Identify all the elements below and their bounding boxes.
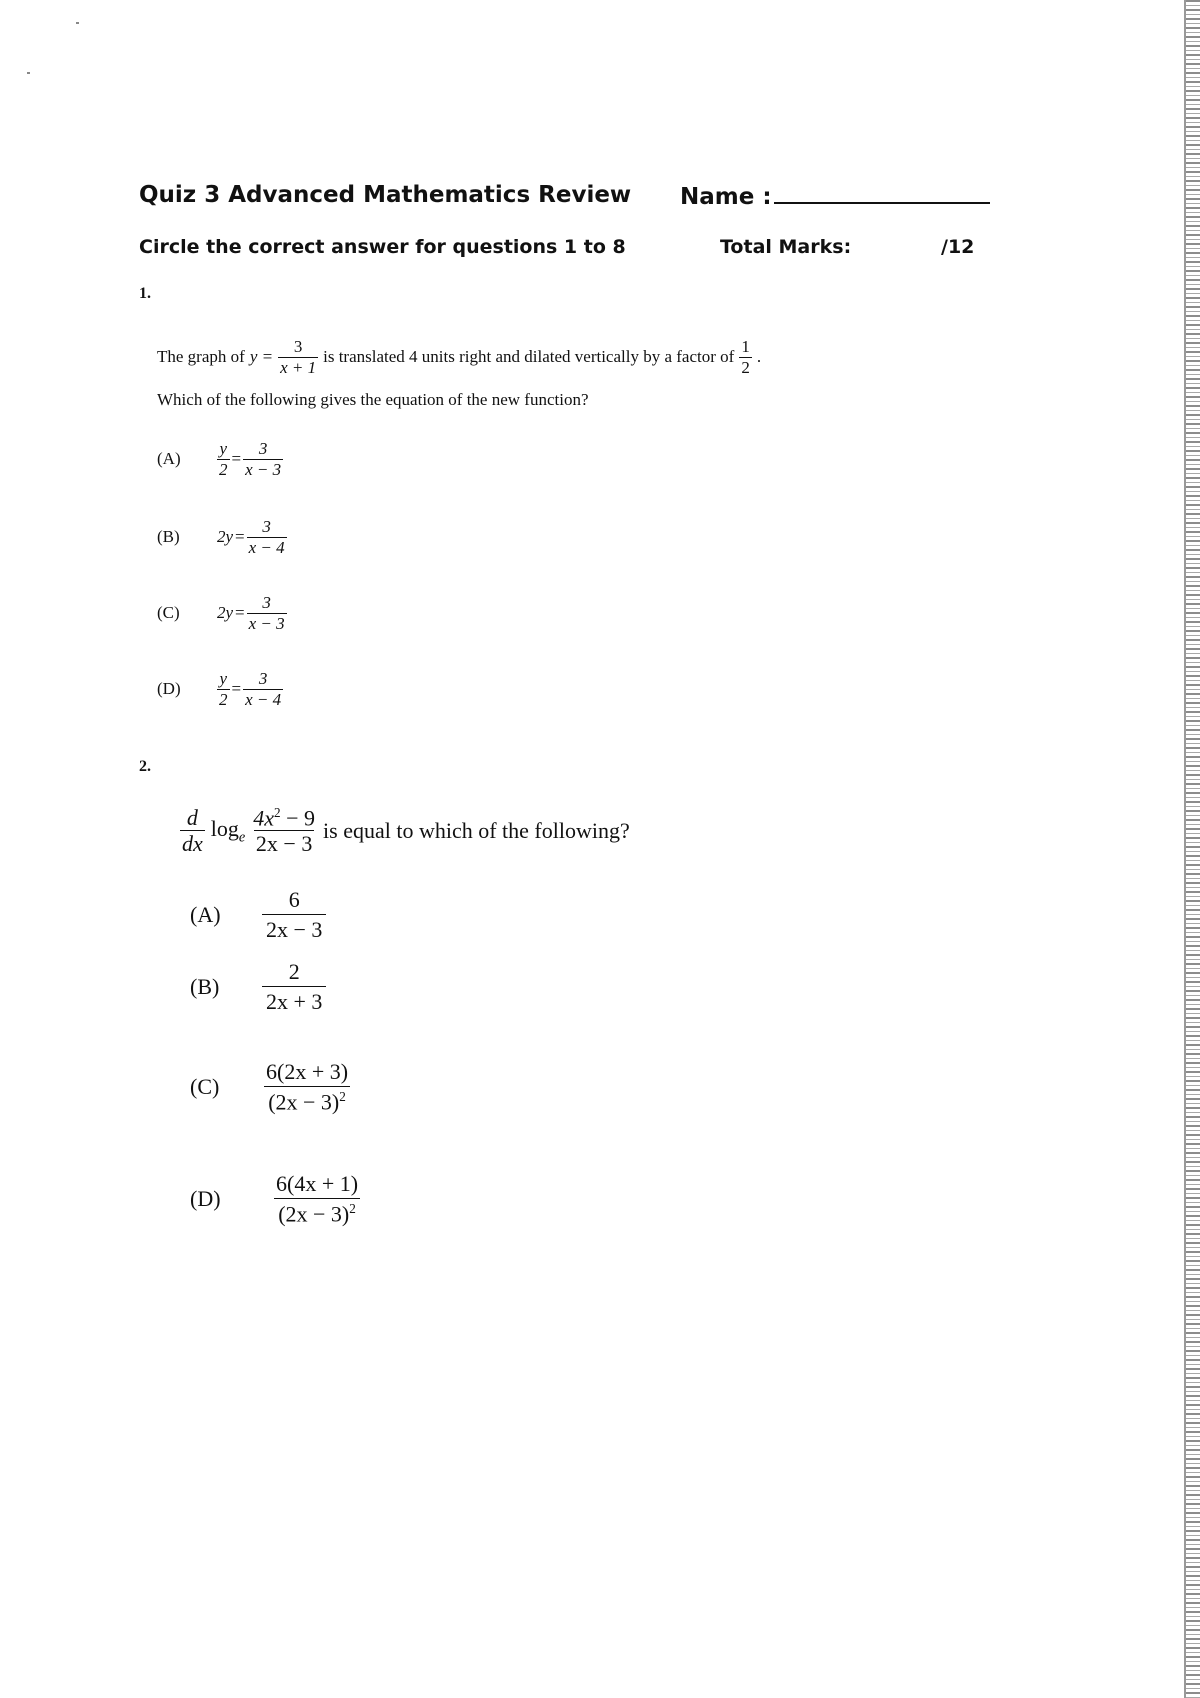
option-lhs: 2y xyxy=(217,527,234,547)
instruction-text: Circle the correct answer for questions 1 to 8 xyxy=(139,236,626,258)
fraction-numerator xyxy=(251,806,317,830)
scan-speck xyxy=(76,22,79,24)
log-base: e xyxy=(238,828,246,845)
option-fraction xyxy=(262,888,326,941)
log-function xyxy=(211,816,245,846)
q1-option-b[interactable] xyxy=(157,518,287,557)
q1-function-fraction xyxy=(278,338,318,377)
q2-option-a[interactable] xyxy=(190,888,326,941)
fraction-denominator: x − 4 xyxy=(245,689,282,709)
option-lhs-fraction xyxy=(217,440,230,479)
fraction-numerator: 3 xyxy=(258,669,268,688)
name-field[interactable] xyxy=(680,182,990,210)
option-fraction xyxy=(262,960,326,1013)
fraction-numerator: 3 xyxy=(262,593,271,612)
fraction-numerator: 1 xyxy=(741,337,750,356)
option-fraction xyxy=(262,1060,352,1114)
option-label: (D) xyxy=(157,679,181,699)
equals-sign: = xyxy=(235,603,245,623)
option-fraction xyxy=(272,1172,362,1226)
q2-option-d[interactable] xyxy=(190,1172,362,1226)
fraction-denominator: x − 4 xyxy=(248,537,285,557)
option-label: (D) xyxy=(190,1185,221,1211)
fraction-denominator: 2 xyxy=(219,459,228,479)
fraction-denominator: 2x + 3 xyxy=(262,986,326,1013)
fraction-numerator: 6(2x + 3) xyxy=(266,1059,349,1084)
numerator-term: 4x xyxy=(253,805,275,831)
exponent: 2 xyxy=(339,1089,346,1105)
question-1-stem: The graph of y = $\frac{3}{x + 1}$ is translated 4 units right and dilated vertically by a factor of $\frac{1}{2}$ . xyxy=(157,337,762,377)
total-marks-label: Total Marks: xyxy=(720,236,852,258)
fraction-denominator: x + 1 xyxy=(280,357,317,377)
fraction-numerator: y xyxy=(219,669,228,688)
fraction-denominator: 2x − 3 xyxy=(262,914,326,941)
fraction-numerator: 3 xyxy=(258,439,268,458)
question-2-stem xyxy=(180,806,630,856)
denominator-base: (2x − 3) xyxy=(278,1201,350,1227)
equals-sign: = xyxy=(231,449,242,469)
option-rhs-fraction xyxy=(247,594,287,633)
fraction-numerator: 6(4x + 1) xyxy=(276,1171,359,1196)
scan-edge-strip xyxy=(1186,0,1200,1698)
derivative-operator xyxy=(180,806,205,855)
fraction-denominator: dx xyxy=(182,831,203,857)
question-2-number: 2. xyxy=(139,758,151,775)
fraction-numerator: 3 xyxy=(293,337,303,356)
q2-option-c[interactable] xyxy=(190,1060,352,1114)
option-lhs-fraction xyxy=(217,670,230,709)
scan-speck xyxy=(27,72,30,74)
exponent: 2 xyxy=(349,1201,356,1217)
option-rhs-fraction xyxy=(243,670,283,709)
fraction-denominator xyxy=(274,1198,360,1225)
q1-option-d[interactable] xyxy=(157,670,283,709)
q2-option-b[interactable] xyxy=(190,960,326,1013)
fraction-numerator: 3 xyxy=(262,517,271,536)
name-label: Name : xyxy=(680,184,772,210)
option-label: (C) xyxy=(190,1073,220,1099)
option-label: (B) xyxy=(190,973,220,999)
q2-text: is equal to which of the following? xyxy=(323,817,630,843)
option-label: (A) xyxy=(190,901,221,927)
equals-sign: = xyxy=(231,679,242,699)
option-lhs: 2y xyxy=(217,603,234,623)
fraction-denominator: 2 xyxy=(741,357,750,377)
fraction-denominator xyxy=(264,1086,350,1113)
option-label: (B) xyxy=(157,527,180,547)
q1-option-a[interactable] xyxy=(157,440,283,479)
q1-half-fraction xyxy=(739,338,752,377)
total-marks-value: /12 xyxy=(941,236,975,258)
option-rhs-fraction xyxy=(247,518,287,557)
fraction-denominator: x − 3 xyxy=(245,459,282,479)
fraction-denominator: 2 xyxy=(219,689,228,709)
denominator-base: (2x − 3) xyxy=(268,1089,340,1115)
fraction-numerator: 6 xyxy=(288,887,300,912)
q1-option-c[interactable] xyxy=(157,594,287,633)
fraction-numerator: y xyxy=(219,439,228,458)
equals-sign: = xyxy=(235,527,245,547)
option-label: (A) xyxy=(157,449,181,469)
fraction-denominator: x − 3 xyxy=(248,613,285,633)
option-label: (C) xyxy=(157,603,180,623)
option-rhs-fraction xyxy=(243,440,283,479)
q1-y-eq: y = xyxy=(249,347,274,367)
name-blank-line[interactable] xyxy=(774,182,990,204)
q1-line-2: Which of the following gives the equation of the new function? xyxy=(157,390,589,409)
question-1-number: 1. xyxy=(139,285,151,302)
log-text: log xyxy=(210,815,239,841)
fraction-denominator: 2x − 3 xyxy=(255,831,313,857)
fraction-numerator: 2 xyxy=(288,959,300,984)
fraction-numerator: d xyxy=(186,805,198,831)
numerator-constant: − 9 xyxy=(280,805,316,831)
quiz-title: Quiz 3 Advanced Mathematics Review xyxy=(139,182,632,208)
log-argument-fraction xyxy=(251,806,317,856)
q1-text-b: is translated 4 units right and dilated vertically by a factor of xyxy=(323,347,735,367)
q1-text-a: The graph of xyxy=(157,347,245,367)
exponent: 2 xyxy=(274,805,281,820)
